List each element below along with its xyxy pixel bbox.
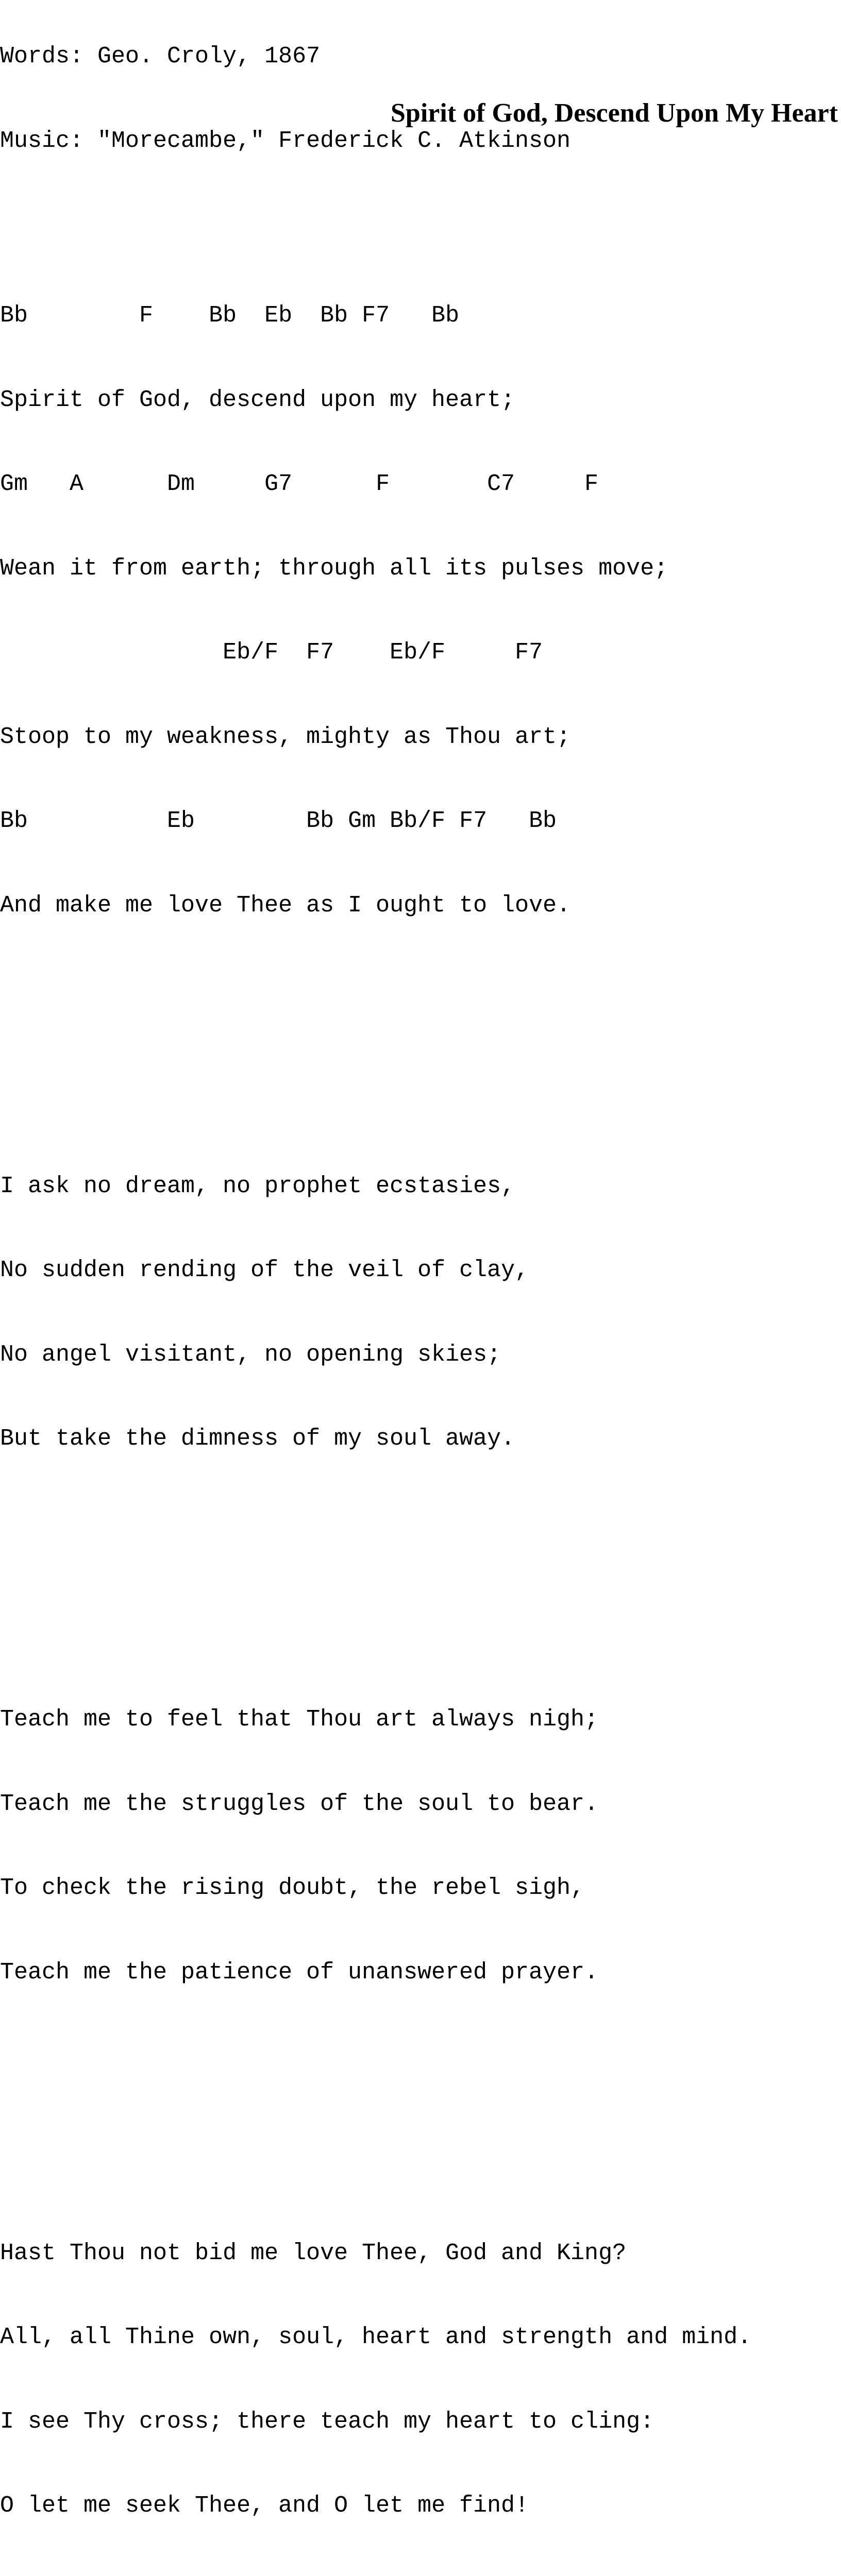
lyric-line: O let me seek Thee, and O let me find! bbox=[0, 2492, 751, 2520]
verse-1 bbox=[0, 246, 751, 976]
chord-line: Gm A Dm G7 F C7 F bbox=[0, 470, 751, 499]
chord-line: Bb Eb Bb Gm Bb/F F7 Bb bbox=[0, 807, 751, 836]
song-title: Spirit of God, Descend Upon My Heart bbox=[391, 98, 838, 129]
lyric-line: Teach me the patience of unanswered prayer. bbox=[0, 1959, 751, 1987]
lyric-line: Wean it from earth; through all its pulses move; bbox=[0, 555, 751, 583]
verse-spacer bbox=[0, 2099, 751, 2127]
song-sheet bbox=[0, 0, 841, 968]
verse-4 bbox=[0, 2183, 751, 2576]
words-credit-line: Words: Geo. Croly, 1867 bbox=[0, 43, 570, 71]
lyric-line: No angel visitant, no opening skies; bbox=[0, 1341, 751, 1369]
lyric-line: But take the dimness of my soul away. bbox=[0, 1425, 751, 1453]
verse-spacer bbox=[0, 1566, 751, 1594]
lyric-line: No sudden rending of the veil of clay, bbox=[0, 1257, 751, 1285]
music-credit-line: Music: "Morecambe," Frederick C. Atkinson bbox=[0, 127, 570, 156]
song-body bbox=[0, 190, 751, 2576]
lyric-line: Hast Thou not bid me love Thee, God and King? bbox=[0, 2240, 751, 2268]
verse-spacer bbox=[0, 1032, 751, 1060]
lyric-line: And make me love Thee as I ought to love. bbox=[0, 892, 751, 920]
lyric-line: Teach me the struggles of the soul to bear. bbox=[0, 1790, 751, 1819]
lyric-line: Spirit of God, descend upon my heart; bbox=[0, 386, 751, 415]
verse-3 bbox=[0, 1650, 751, 2043]
lyric-line: Teach me to feel that Thou art always nigh; bbox=[0, 1706, 751, 1734]
chord-line: Bb F Bb Eb Bb F7 Bb bbox=[0, 302, 751, 330]
lyric-line: I see Thy cross; there teach my heart to cling: bbox=[0, 2408, 751, 2436]
lyric-line: Stoop to my weakness, mighty as Thou art; bbox=[0, 723, 751, 752]
lyric-line: All, all Thine own, soul, heart and strength and mind. bbox=[0, 2324, 751, 2352]
lyric-line: I ask no dream, no prophet ecstasies, bbox=[0, 1173, 751, 1201]
verse-2 bbox=[0, 1116, 751, 1510]
chord-line: Eb/F F7 Eb/F F7 bbox=[0, 639, 751, 667]
lyric-line: To check the rising doubt, the rebel sigh, bbox=[0, 1874, 751, 1903]
